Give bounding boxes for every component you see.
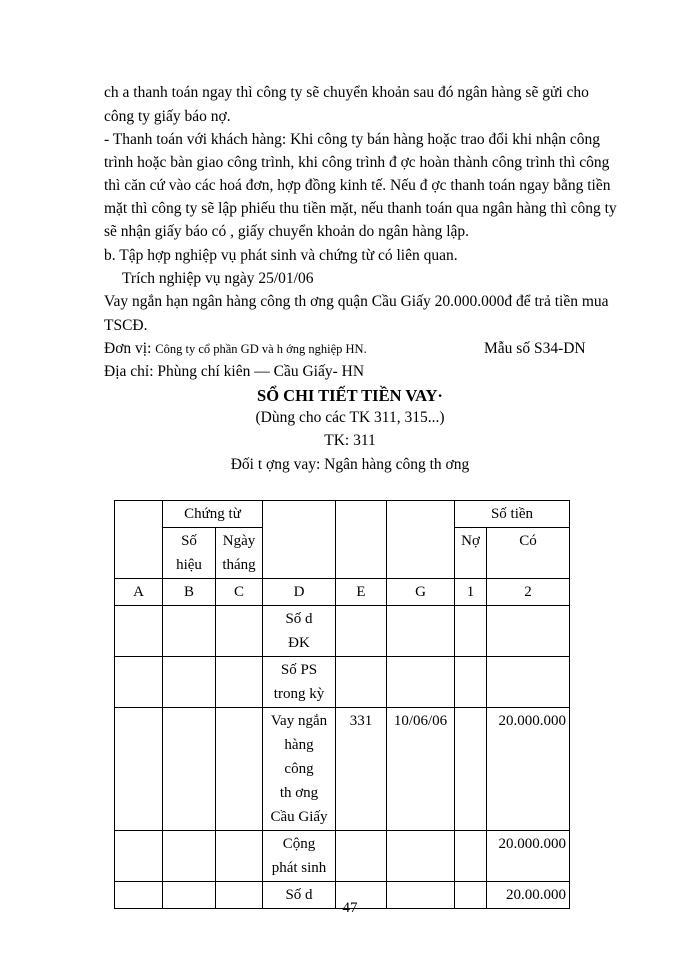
row-description (263, 831, 336, 882)
ledger-account: TK: 311 (324, 432, 376, 449)
header-debit: Nợ (455, 528, 487, 579)
code-cell: D (263, 579, 336, 606)
paragraph-line: thì căn cứ vào các hoá đơn, hợp đồng kinh tế. Nếu đ ợc thanh toán ngay bằng tiền (104, 177, 611, 194)
paragraph-line: Trích nghiệp vụ ngày 25/01/06 (122, 270, 314, 287)
paragraph-line: công ty giấy báo nợ. (104, 108, 231, 125)
header-voucher: Chứng từ (163, 501, 263, 528)
header-text: hiệu (176, 557, 202, 573)
row-account: 331 (336, 708, 387, 831)
row-date (387, 606, 455, 657)
loan-ledger-table (114, 500, 570, 909)
paragraph-line: Vay ngắn hạn ngân hàng công th ơng quận Cầu Giấy 20.000.000đ để trả tiền mua (104, 293, 609, 310)
header-cell-blank (263, 501, 336, 579)
code-row (115, 579, 570, 606)
code-cell: 1 (455, 579, 487, 606)
code-cell: C (216, 579, 263, 606)
address: Địa chỉ: Phùng chí kiên — Cầu Giấy- HN (104, 363, 365, 380)
desc-line: Số d (285, 611, 313, 627)
desc-line: hàng (284, 737, 314, 753)
row-date: 10/06/06 (387, 708, 455, 831)
paragraph-line: ch a thanh toán ngay thì công ty sẽ chuyển khoản sau đó ngân hàng sẽ gửi cho (104, 84, 589, 101)
row-debit (455, 657, 487, 708)
row-description (263, 606, 336, 657)
desc-line: Cộng (282, 836, 316, 852)
unit-line (104, 339, 367, 359)
ledger-title: SỔ CHI TIẾT TIỀN VAY· (257, 386, 443, 405)
row-debit (455, 708, 487, 831)
header-amount: Số tiền (455, 501, 570, 528)
header-credit: Có (487, 528, 570, 579)
header-voucher-no (163, 528, 216, 579)
header-cell-blank (115, 501, 163, 579)
header-cell-blank (387, 501, 455, 579)
paragraph-line: - Thanh toán với khách hàng: Khi công ty bán hàng hoặc trao đổi khi nhận công (104, 131, 601, 148)
header-cell-blank (336, 501, 387, 579)
desc-line: ĐK (288, 635, 310, 651)
code-cell: G (387, 579, 455, 606)
paragraph-line: mặt thì công ty sẽ lập phiếu thu tiền mặt, nếu thanh toán qua ngân hàng thì công ty (104, 200, 617, 217)
paragraph-line: sẽ nhận giấy báo có , giấy chuyển khoản do ngân hàng lập. (104, 223, 470, 240)
row-date (387, 657, 455, 708)
row-credit: 20.00.000 (487, 882, 570, 909)
row-credit: 20.000.000 (487, 831, 570, 882)
table-row (115, 831, 570, 882)
code-cell: A (115, 579, 163, 606)
row-credit (487, 657, 570, 708)
row-account (336, 831, 387, 882)
unit-name: Công ty cổ phần GD và h ớng nghiệp HN. (155, 342, 367, 356)
table-row (115, 606, 570, 657)
row-debit (455, 606, 487, 657)
desc-line: trong kỳ (273, 686, 325, 702)
table-row (115, 657, 570, 708)
paragraph-line: TSCĐ. (104, 317, 148, 334)
desc-line: th ơng (279, 785, 319, 801)
row-account (336, 606, 387, 657)
table-row (115, 708, 570, 831)
header-voucher-date (216, 528, 263, 579)
header-text: Số (181, 533, 197, 549)
header-text: tháng (222, 557, 256, 573)
row-account (336, 657, 387, 708)
row-description (263, 708, 336, 831)
page-number: 47 (342, 900, 358, 916)
code-cell: B (163, 579, 216, 606)
desc-line: Vay ngắn (270, 713, 328, 729)
header-text: Ngày (222, 533, 256, 549)
table-header-row (115, 501, 570, 528)
code-cell: E (336, 579, 387, 606)
row-date (387, 831, 455, 882)
paragraph-line: b. Tập hợp nghiệp vụ phát sinh và chứng từ có liên quan. (104, 247, 458, 264)
row-credit (487, 606, 570, 657)
desc-line: công (284, 761, 314, 777)
paragraph-line: trình hoặc bàn giao công trình, khi công trình đ ợc hoàn thành công trình thì công (104, 154, 610, 171)
row-description (263, 657, 336, 708)
desc-line: Số PS (280, 662, 318, 678)
form-number: Mẫu số S34-DN (484, 340, 586, 357)
ledger-subtitle: (Dùng cho các TK 311, 315...) (255, 409, 445, 426)
desc-line: Cầu Giấy (270, 809, 328, 825)
desc-line: Số d (285, 887, 313, 903)
unit-label: Đơn vị: (104, 340, 152, 357)
row-debit (455, 831, 487, 882)
code-cell: 2 (487, 579, 570, 606)
desc-line: phát sinh (271, 860, 327, 876)
row-credit: 20.000.000 (487, 708, 570, 831)
ledger-lender: Đối t ợng vay: Ngân hàng công th ơng (230, 456, 470, 473)
